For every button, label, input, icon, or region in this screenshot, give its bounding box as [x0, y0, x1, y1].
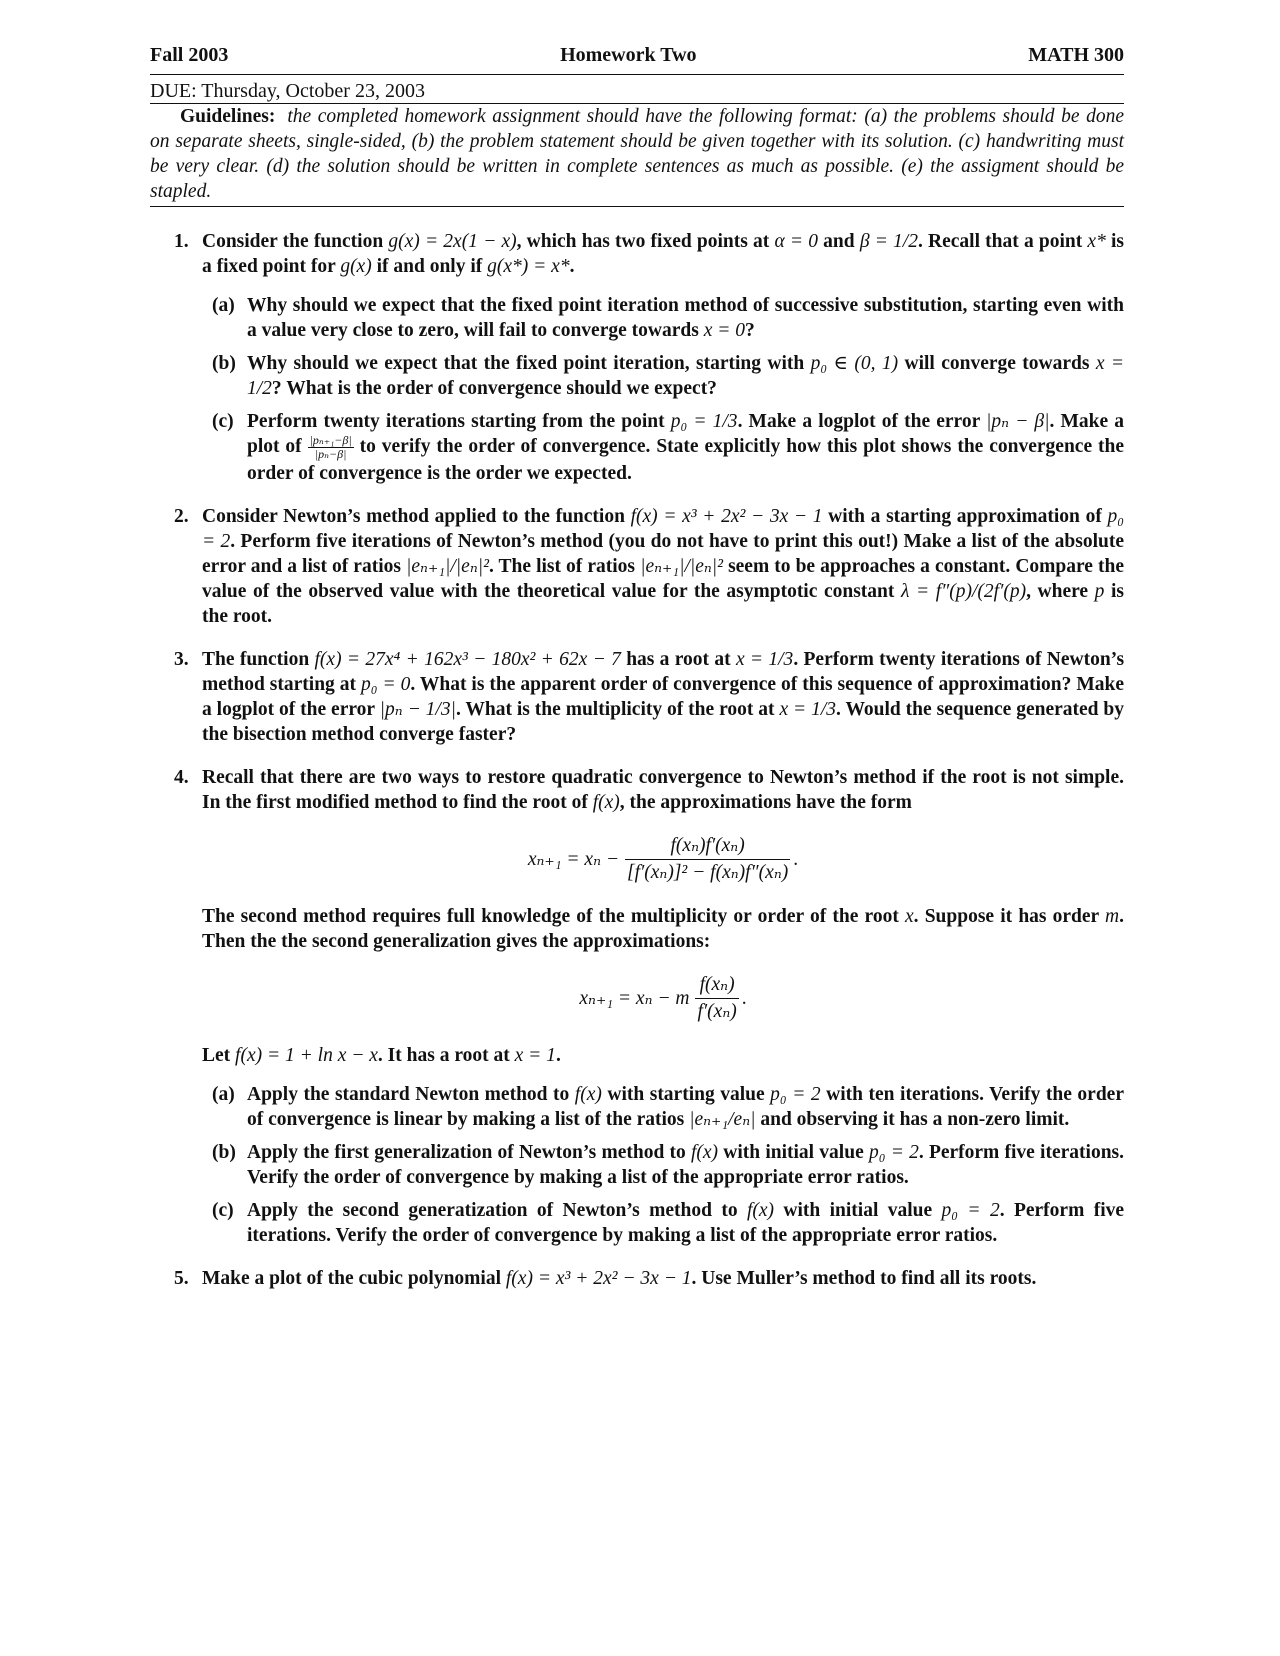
problem-1b [202, 351, 1124, 401]
problem-text: Make a plot of the cubic polynomial [202, 1268, 502, 1290]
subpart-list [202, 1082, 1124, 1248]
subpart-list [202, 293, 1124, 486]
subpart-label: (a) [212, 295, 235, 316]
problem-text: . Would the sequence generated by the bisection method converge faster? [202, 699, 1125, 746]
fraction-denominator: |pₙ−β| [308, 447, 354, 461]
equation-first-method [202, 833, 1124, 886]
problem-text: Apply the second generatization of Newton’s method to [247, 1200, 738, 1222]
math-expression: p₀ = 2 [202, 506, 1125, 553]
due-date: DUE: Thursday, October 23, 2003 [150, 80, 425, 102]
problem-text: to verify the order of convergence. State explicitly how this plot shows the convergence the order of convergence is the order we expected. [247, 436, 1125, 485]
header-rule [150, 74, 1124, 75]
problem-text: will converge towards [904, 353, 1090, 374]
problem-text: . Use Muller’s method to find all its roots. [691, 1268, 1037, 1290]
problem-4c [202, 1198, 1124, 1248]
problem-text: with a starting approximation of [828, 506, 1102, 528]
problem-text: Perform twenty iterations starting from the point [247, 411, 665, 432]
problem-5 [150, 1266, 1124, 1291]
subpart-label: (b) [212, 1142, 236, 1164]
problem-2 [150, 504, 1124, 629]
problem-text: . What is the apparent order of convergence of this sequence of approximation? Make a logplot of the error [202, 674, 1124, 721]
problem-text: seem to be approaches a constant. Compare the value of the observed value with the theoretical value for the asymptotic constant [202, 556, 1125, 603]
math-expression: |pₙ − 1/3| [379, 699, 456, 721]
header-semester: Fall 2003 [150, 44, 229, 66]
problem-4 [150, 765, 1124, 1248]
error-ratio-fraction [308, 434, 354, 461]
math-expression: f(x) [574, 1084, 602, 1106]
problem-text: . Perform five iterations. Verify the order of convergence by making a list of the appropriate error ratios. [247, 1142, 1124, 1189]
guidelines-label: Guidelines: [180, 106, 276, 127]
subpart-label: (b) [212, 353, 236, 374]
problem-text: Why should we expect that the fixed point iteration, starting with [247, 353, 805, 374]
problem-text: and [823, 231, 855, 252]
problem-text: with initial value [783, 1200, 933, 1222]
problem-number: 5. [174, 1268, 189, 1290]
math-expression: p₀ = 0 [360, 674, 411, 696]
math-expression: |eₙ₊₁|/|eₙ|² [640, 556, 723, 578]
subpart-label: (c) [212, 411, 234, 432]
problem-text: . The list of ratios [488, 556, 636, 578]
problem-text: Consider the function [202, 231, 384, 252]
fraction-numerator: f(xₙ) [699, 974, 735, 996]
problem-text: Apply the first generalization of Newton’s method to [247, 1142, 686, 1164]
problem-text: is a fixed point for [202, 231, 1125, 277]
problem-number: 2. [174, 506, 189, 528]
fraction-denominator: f′(xₙ) [695, 998, 738, 1025]
problem-text: . Suppose it has order [913, 906, 1099, 928]
math-expression: g(x) [340, 256, 372, 277]
math-expression: β = 1/2 [859, 231, 918, 252]
problem-text: . Recall that a point [917, 231, 1083, 252]
math-expression: p₀ = 2 [770, 1084, 821, 1106]
math-expression: x = 0 [703, 320, 746, 341]
problem-text: and observing it has a non-zero limit. [760, 1109, 1070, 1131]
equation-fraction [625, 833, 790, 886]
problem-text: . [555, 1045, 561, 1067]
math-expression: p₀ = 2 [868, 1142, 919, 1164]
math-expression: f(x) [746, 1200, 775, 1222]
problem-text: . [569, 256, 575, 277]
problem-text: with starting value [607, 1084, 765, 1106]
math-expression: f(x) [690, 1142, 719, 1164]
math-expression: m [1105, 906, 1120, 928]
math-expression: |eₙ₊₁|/|eₙ|² [406, 556, 489, 578]
problem-text: ? [745, 320, 755, 341]
problem-text: with initial value [723, 1142, 864, 1164]
problem-text: . Then the the second generalization gives the approximations: [202, 906, 1125, 953]
math-expression: f(x) = x³ + 2x² − 3x − 1 [505, 1268, 692, 1290]
header-course: MATH 300 [1028, 44, 1124, 66]
math-expression: p [1094, 581, 1105, 603]
math-expression: f(x) [592, 792, 620, 814]
math-expression: |pₙ − β| [986, 411, 1050, 432]
math-expression: x = 1/3 [779, 699, 837, 721]
math-expression: |eₙ₊₁/eₙ| [689, 1109, 756, 1131]
equation-second-method [202, 972, 1124, 1025]
problem-text: , which has two fixed points at [516, 231, 770, 252]
problem-1 [150, 229, 1124, 486]
math-expression: λ = f″(p)/(2f′(p) [900, 581, 1027, 603]
equation-fraction [695, 972, 738, 1025]
problem-text: Apply the standard Newton method to [247, 1084, 570, 1106]
problem-1a [202, 293, 1124, 343]
problem-text: ? What is the order of convergence should we expect? [271, 378, 717, 399]
problem-4b [202, 1140, 1124, 1190]
problem-text: . Perform five iterations. Verify the order of convergence by making a list of the appropriate error ratios. [247, 1200, 1125, 1247]
page-header [150, 44, 1124, 74]
problem-text: , the approximations have the form [619, 792, 912, 814]
problem-text: , where [1026, 581, 1089, 603]
math-expression: x = 1/3 [735, 649, 794, 671]
subpart-label: (a) [212, 1084, 235, 1106]
subpart-label: (c) [212, 1200, 234, 1222]
problem-3 [150, 647, 1124, 747]
problem-text: . Make a plot of [247, 411, 1125, 457]
problem-list [150, 229, 1124, 1291]
equation-punct: . [793, 849, 799, 871]
fraction-numerator: |pₙ₊₁−β| [309, 433, 352, 448]
header-title: Homework Two [560, 44, 697, 66]
problem-text: Consider Newton’s method applied to the function [202, 506, 625, 528]
math-expression: x [905, 906, 914, 928]
fraction-numerator: f(xₙ)f′(xₙ) [670, 835, 745, 857]
math-expression: p₀ ∈ (0, 1) [810, 353, 899, 374]
problem-text: is the root. [202, 581, 1125, 628]
equation-lhs: xₙ₊₁ = xₙ − m [579, 988, 690, 1010]
problem-text: Why should we expect that the fixed point iteration method of successive substitution, starting even with a value very close to zero, will fail to converge towards [247, 295, 1124, 341]
equation-lhs: xₙ₊₁ = xₙ − [527, 849, 620, 871]
math-expression: p₀ = 2 [941, 1200, 1000, 1222]
problem-text: . It has a root at [377, 1045, 510, 1067]
problem-text: with ten iterations. Verify the order of convergence is linear by making a list of the ratios [247, 1084, 1124, 1131]
homework-page [150, 44, 1124, 1309]
problem-text: Let [202, 1045, 231, 1067]
math-expression: f(x) = x³ + 2x² − 3x − 1 [630, 506, 823, 528]
math-expression: g(x*) = x* [487, 256, 570, 277]
math-expression: x = 1 [514, 1045, 556, 1067]
problem-text: if and only if [376, 256, 483, 277]
problem-text: . What is the multiplicity of the root at [455, 699, 775, 721]
problem-1c [202, 409, 1124, 486]
problem-number: 3. [174, 649, 189, 671]
math-expression: x* [1087, 231, 1106, 252]
problem-number: 1. [174, 231, 189, 252]
math-expression: p₀ = 1/3 [670, 411, 738, 432]
guidelines-box [150, 103, 1124, 207]
guidelines-text: the completed homework assignment should have the following format: (a) the problems should be done on separate sheets, single-sided, (b) the problem statement should be given together with its solution. (c) handwriting must be very clear. (d) the solution should be written in complete sentences as much as possible. (e) the assigment should be stapled. [150, 106, 1124, 202]
math-expression: g(x) = 2x(1 − x) [388, 231, 517, 252]
problem-text: . Make a logplot of the error [737, 411, 980, 432]
equation-punct: . [741, 988, 747, 1010]
problem-text: . Perform five iterations of Newton’s method (you do not have to print this out!) Make a list of the absolute error and a list of ratios [202, 531, 1124, 578]
problem-number: 4. [174, 767, 189, 789]
problem-4a [202, 1082, 1124, 1132]
problem-text: Recall that there are two ways to restore quadratic convergence to Newton’s method if the root is not simple. In the first modified method to find the root of [202, 767, 1124, 814]
problem-text: The function [202, 649, 310, 671]
problem-text: has a root at [626, 649, 731, 671]
math-expression: f(x) = 27x⁴ + 162x³ − 180x² + 62x − 7 [314, 649, 621, 671]
math-expression: x = 1/2 [247, 353, 1125, 399]
math-expression: f(x) = 1 + ln x − x [235, 1045, 378, 1067]
problem-text: . Perform twenty iterations of Newton’s method starting at [202, 649, 1125, 696]
math-expression: α = 0 [774, 231, 818, 252]
fraction-denominator: [f′(xₙ)]² − f(xₙ)f″(xₙ) [625, 859, 790, 886]
problem-text: The second method requires full knowledge of the multiplicity or order of the root [202, 906, 899, 928]
